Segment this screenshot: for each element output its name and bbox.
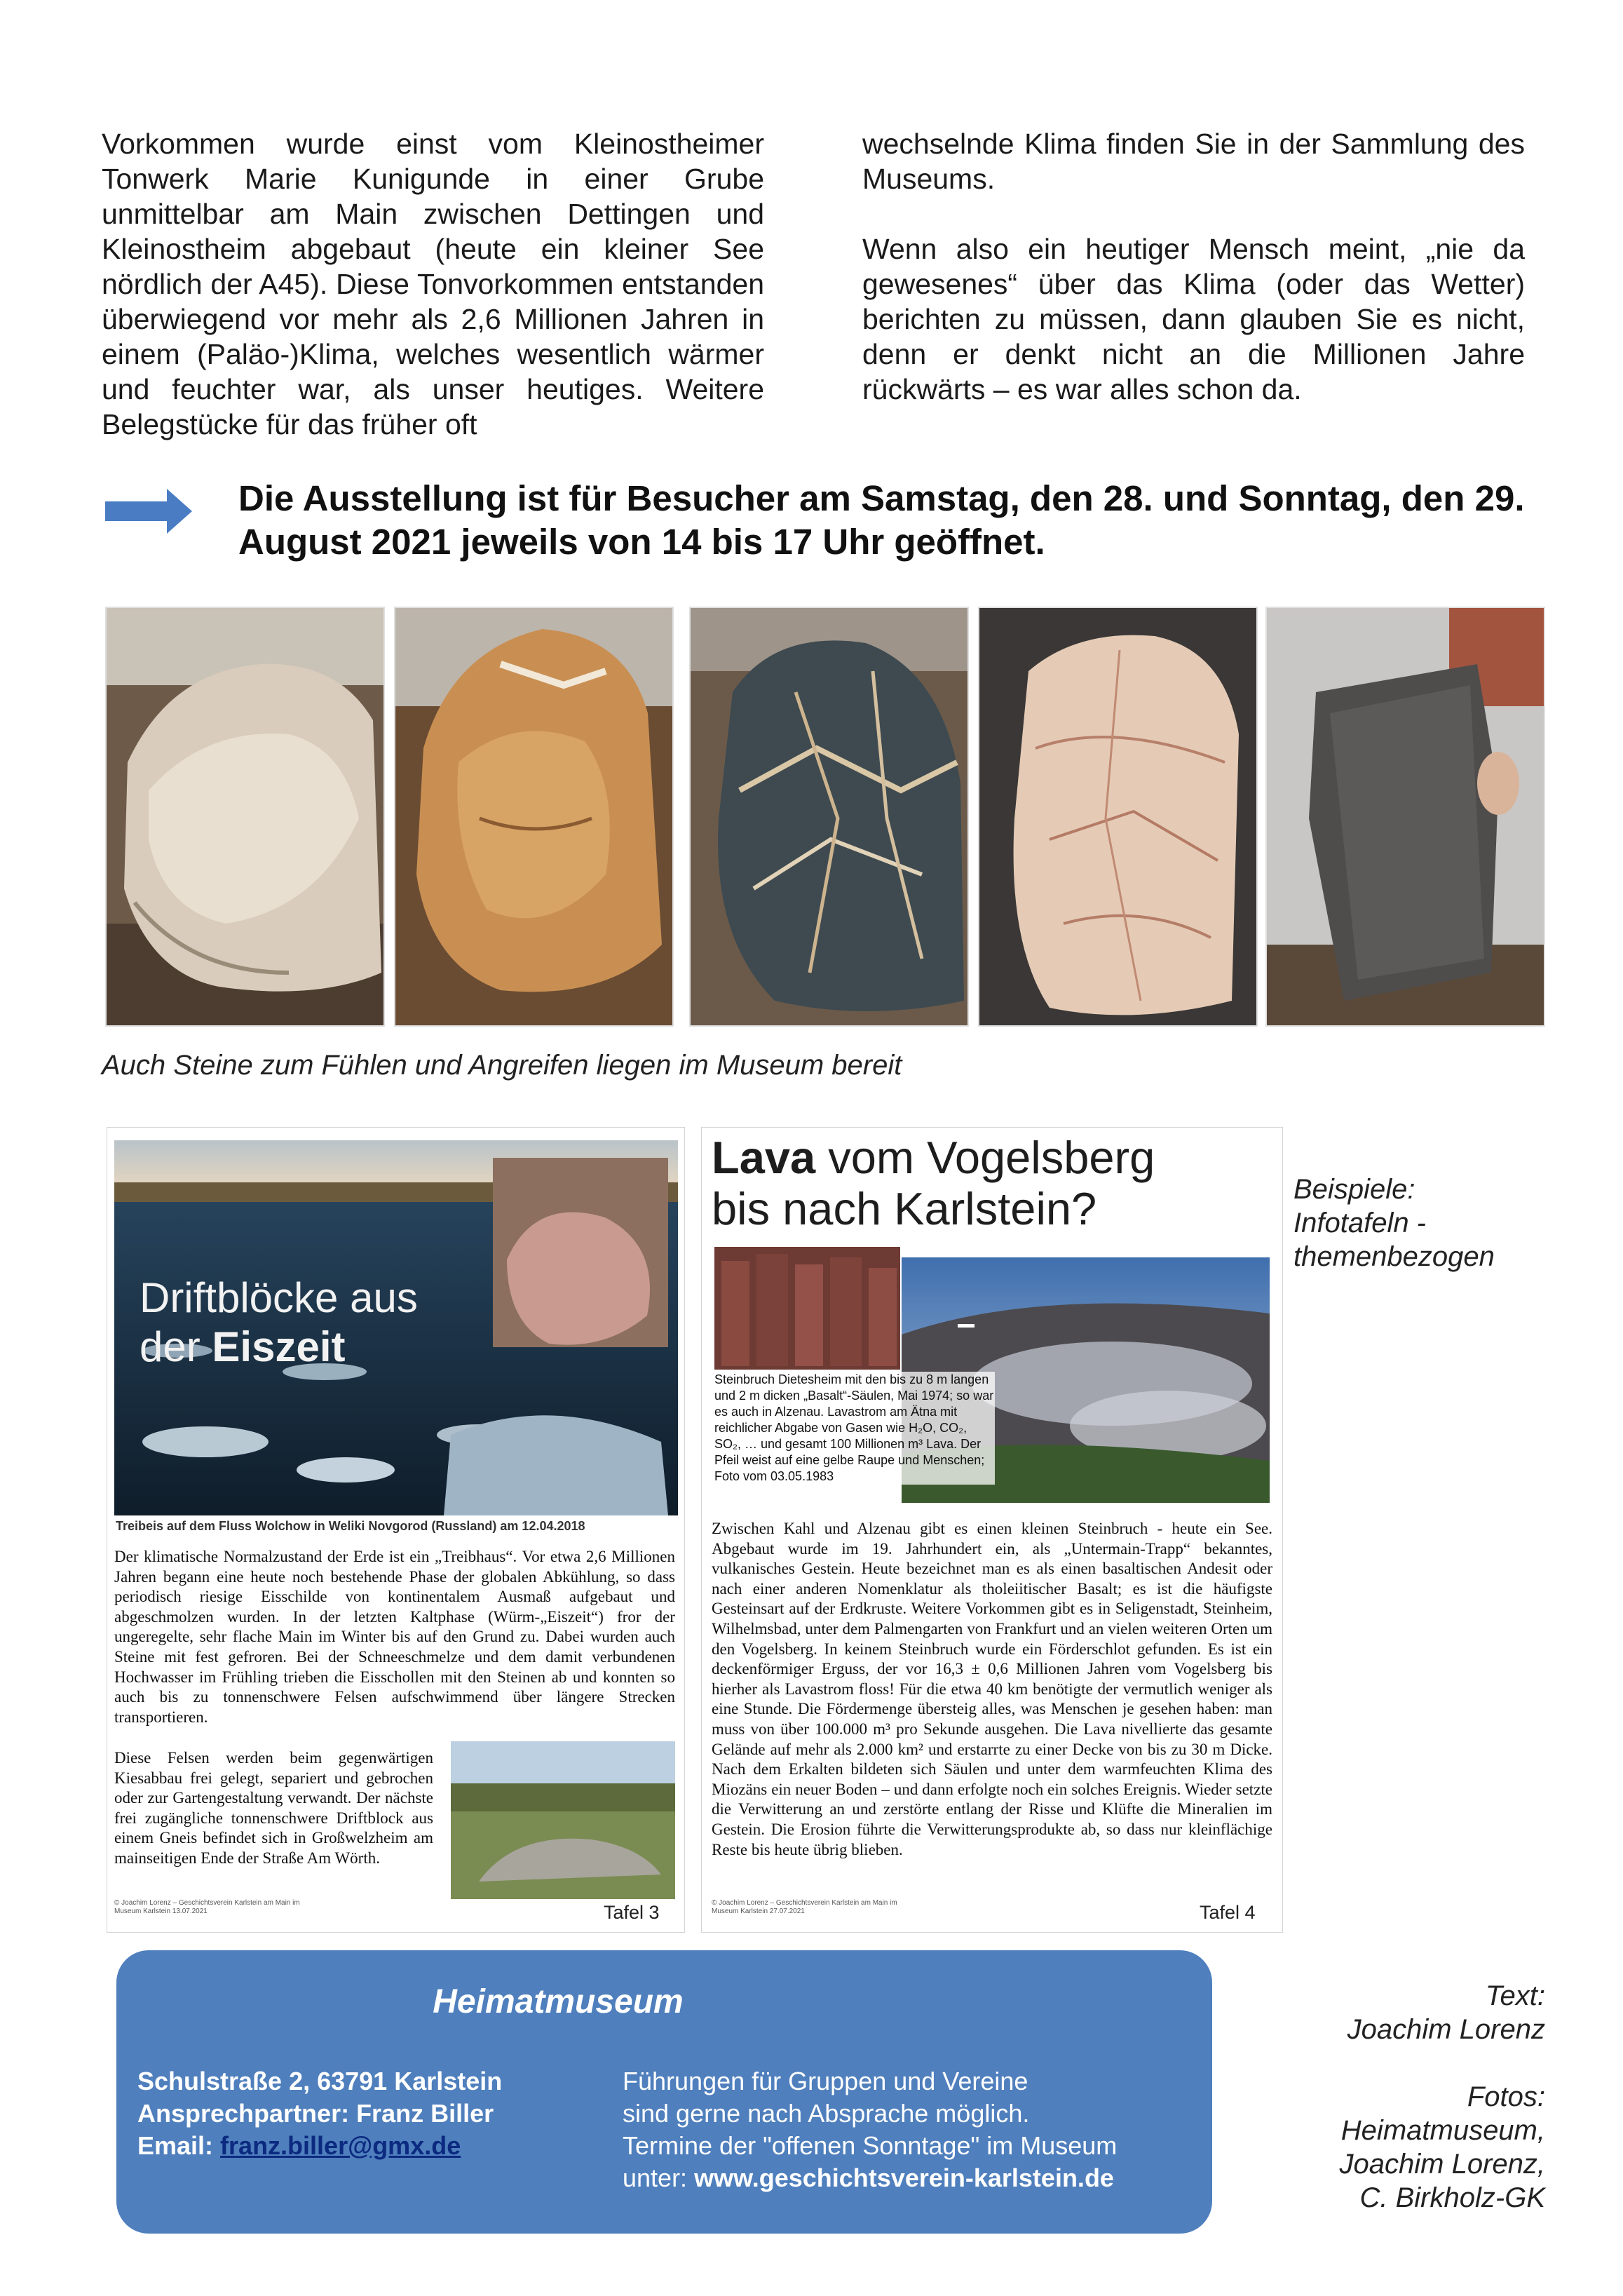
poster4-title-line-2: bis nach Karlstein? — [712, 1183, 1097, 1234]
photo-credit-2: Joachim Lorenz, — [1339, 2149, 1545, 2180]
drift-ice-photo — [114, 1140, 678, 1515]
stone-photo-1 — [105, 607, 385, 1027]
poster3-title-line-2 — [140, 1323, 418, 1372]
info-poster-tafel-4 — [701, 1127, 1283, 1933]
right-column-paragraph-2: Wenn also ein heutiger Mensch meint, „nie da gewesenes“ über das Klima (oder das Wetter) berichten zu müssen, dann glauben Sie es nicht, denn er denkt nicht an die Millionen Jahre rückwärts – es war alles schon da. — [862, 233, 1525, 405]
photo-credit-3: C. Birkholz-GK — [1359, 2182, 1545, 2213]
paragraph-gap — [862, 196, 1525, 231]
poster3-title-plain: der — [140, 1323, 212, 1370]
museum-contact-block — [137, 2065, 502, 2162]
photo-caption: Auch Steine zum Fühlen und Angreifen liegen im Museum bereit — [102, 1050, 902, 1081]
left-column-paragraph: Vorkommen wurde einst vom Kleinostheimer Tonwerk Marie Kunigunde in einer Grube unmittelbar am Main zwischen Dettingen und Kleinostheim abgebaut (heute ein kleiner See nördlich der A45). Diese Tonvorkommen entstanden überwiegend vor mehr als 2,6 Millionen Jahren in einem (Paläo-)Klima, welches wesentlich wärmer und feuchter war, als unser heutiges. Weitere Belegstücke für das früher oft — [102, 128, 764, 440]
poster4-title-bold: Lava — [712, 1132, 816, 1183]
exhibition-announcement: Die Ausstellung ist für Besucher am Samstag, den 28. und Sonntag, den 29. August 2021 jeweils von 14 bis 17 Uhr geöffnet. — [238, 478, 1525, 562]
meadow-stone-photo — [451, 1741, 675, 1899]
examples-note-line-1: Beispiele: — [1293, 1174, 1415, 1205]
website-prefix: unter: — [623, 2163, 695, 2192]
museum-address: Schulstraße 2, 63791 Karlstein — [137, 2067, 503, 2095]
text-credit-label: Text: — [1485, 1980, 1545, 2011]
museum-contact-person: Ansprechpartner: Franz Biller — [137, 2099, 494, 2128]
photo-credit-label: Fotos: — [1467, 2081, 1545, 2112]
stone-photo-4 — [978, 607, 1258, 1027]
examples-note-line-2: Infotafeln - — [1293, 1208, 1427, 1238]
poster3-label: Tafel 3 — [604, 1902, 660, 1923]
email-link[interactable]: franz.biller@gmx.de — [220, 2131, 461, 2160]
museum-info-line-1: Führungen für Gruppen und Vereine — [623, 2067, 1028, 2095]
poster3-title-line-1: Driftblöcke aus — [140, 1274, 418, 1321]
right-column-paragraph-1: wechselnde Klima finden Sie in der Sammlung des Museums. — [862, 128, 1525, 195]
poster3-body: Der klimatische Normalzustand der Erde ist ein „Treibhaus“. Vor etwa 2,6 Millionen Jahren begann eine heute noch bestehende Phase der globalen Abkühlung, so dass periodisch riesige Eisschilde von kontinentalem Ausmaß aufgebaut und abgeschmolzen wurden. In der letzten Kaltphase (Würm-„Eiszeit“) fror der ungeregelte, sehr flache Main im Winter bis auf den Grund zu. Dabei wurden auch Steine mit fest gefroren. Bei der Schneeschmelze und dem damit verbundenen Hochwasser im Frühling trieben die Eisschollen mit den Steinen ab und konnten so auch bis zu tonnenschwere Felsen aufschwimmend über längere Strecken transportieren. — [114, 1548, 675, 1726]
info-poster-tafel-3 — [107, 1127, 685, 1933]
poster4-title-rest: vom Vogelsberg — [815, 1132, 1155, 1183]
museum-info-block — [623, 2065, 1117, 2194]
poster4-footer-small: © Joachim Lorenz – Geschichtsverein Karlstein am Main im Museum Karlstein 27.07.2021 — [712, 1899, 897, 1915]
poster3-title-bold: Eiszeit — [212, 1323, 346, 1370]
museum-info-line-3: Termine der "offenen Sonntage" im Museum — [623, 2131, 1118, 2160]
poster3-photo-caption: Treibeis auf dem Fluss Wolchow in Weliki Novgorod (Russland) am 12.04.2018 — [116, 1519, 585, 1533]
poster4-body: Zwischen Kahl und Alzenau gibt es einen kleinen Steinbruch - heute ein See. Abgebaut wurde im 19. Jahrhundert ein, als „Untermain-Trapp“ bekanntes, vulkanisches Gestein. Heute bezeichnet man es als einen basaltischen Andesit oder nach einer anderen Nomenklatur als tholeiitischer Basalt; es ist die häufigste Gesteinsart auf der Erdkruste. Weitere Vorkommen gibt es in Seligenstadt, Steinheim, Wilhelmsbad, unter dem Palmengarten von Frankfurt und an vielen weiteren Orten um den Vogelsberg. In keinem Steinbruch wurde ein Förderschlot gefunden. Es ist ein deckenförmiger Erguss, der vor 16,3 ± 0,6 Millionen Jahren vom Vogelsberg bis hierher als Lavastrom floss! Für die etwa 40 km benötigte der vermutlich weniger als eine Stunde. Die Fördermenge übersteig alles, was Menschen je gesehen haben: man muss von über 100.000 m³ pro Sekunde ausgehen. Die Lava nivellierte das gesamte Gelände auf mehr als 2.000 km² und erstarrte zu einer Decke von bis zu 30 m Dicke. Nach dem Erkalten bildeten sich Säulen und unter dem warmfeuchten Klima des Miozäns ein neuer Boden – und dann erfolgte noch ein solches Ereignis. Wieder setzte die Verwitterung an und zerstörte entlang der Risse und Klüfte die Mineralien im Gestein. Die Erosion führte die Verwitterungsprodukte ab, so dass nur kleinflächige Reste bis heute übrig blieben. — [712, 1520, 1272, 1858]
poster4-title-line-1 — [712, 1132, 1155, 1183]
photo-credit-1: Heimatmuseum, — [1340, 2115, 1545, 2146]
examples-note — [1293, 1173, 1495, 1274]
left-text-column — [102, 126, 764, 442]
poster4-title — [712, 1132, 1155, 1234]
email-label: Email: — [137, 2131, 221, 2160]
poster3-body-2: Diese Felsen werden beim gegenwärtigen Kiesabbau frei gelegt, separiert und gebrochen oder zur Gartengestaltung verwandt. Der nächste frei zugängliche tonnenschwere Driftblock aus einem Gneis befindet sich in Großwelzheim am mainseitigen Ende der Straße Am Wörth. — [114, 1749, 433, 1867]
stone-photo-3 — [689, 607, 969, 1027]
website-link[interactable]: www.geschichtsverein-karlstein.de — [694, 2163, 1114, 2192]
stone-photo-5 — [1265, 607, 1545, 1027]
text-credit-author: Joachim Lorenz — [1347, 2014, 1545, 2045]
basalt-columns-photo — [714, 1247, 900, 1370]
stone-photo-2 — [394, 607, 674, 1027]
credits-gap — [1340, 2046, 1545, 2080]
right-text-column — [862, 126, 1525, 407]
examples-note-line-3: themenbezogen — [1293, 1241, 1495, 1272]
poster3-footer-small: © Joachim Lorenz – Geschichtsverein Karlstein am Main im Museum Karlstein 13.07.2021 — [114, 1899, 300, 1915]
museum-title: Heimatmuseum — [433, 1983, 684, 2020]
museum-info-line-2: sind gerne nach Absprache möglich. — [623, 2099, 1030, 2128]
poster4-inset-caption: Steinbruch Dietesheim mit den bis zu 8 m langen und 2 m dicken „Basalt“-Säulen, Mai 1974; so war es auch in Alzenau. Lavastrom am Ätna mit reichlicher Abgabe von Gasen wie H₂O, CO₂, SO₂, … und gesamt 100 Millionen m³ Lava. Der Pfeil weist auf eine gelbe Raupe und Menschen; Foto vom 03.05.1983 — [714, 1372, 994, 1483]
museum-info-line-4 — [623, 2162, 1117, 2194]
poster3-title — [140, 1274, 418, 1372]
right-arrow-icon — [105, 489, 192, 534]
museum-info-box — [116, 1950, 1212, 2234]
poster4-label: Tafel 4 — [1200, 1902, 1256, 1923]
museum-email-line — [137, 2130, 502, 2162]
credits — [1340, 1979, 1545, 2215]
